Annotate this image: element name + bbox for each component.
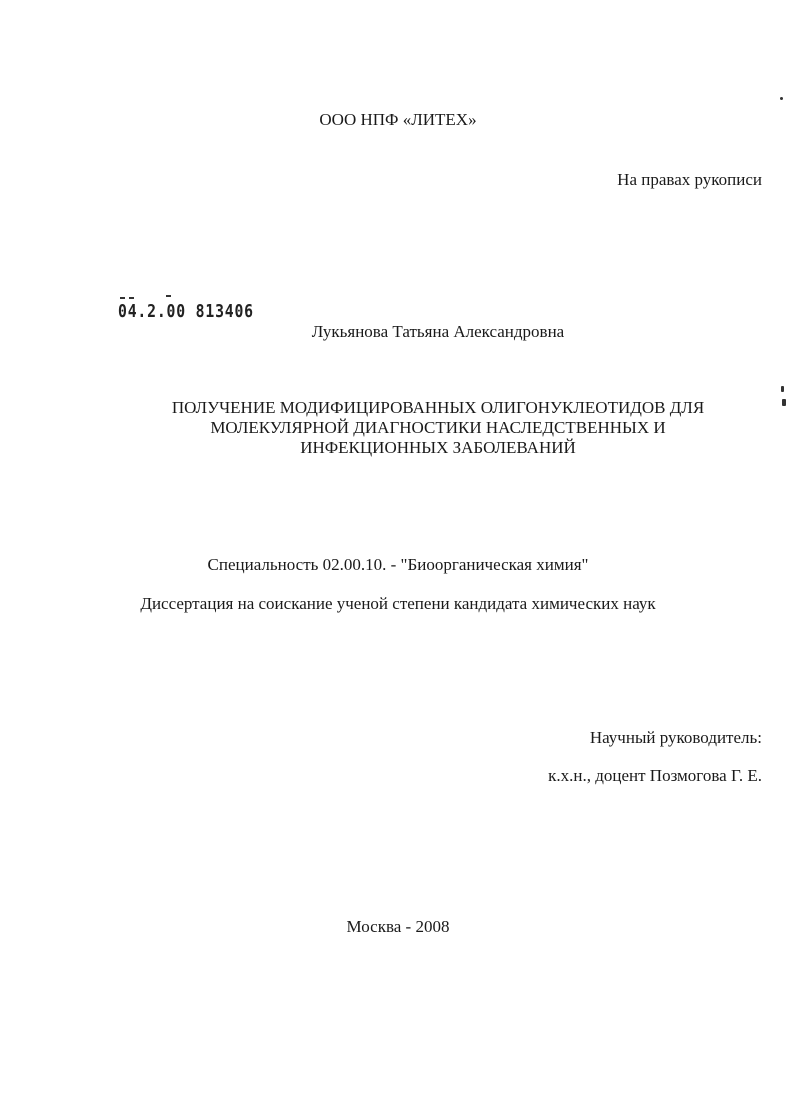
manuscript-rights-note: На правах рукописи [617,170,762,189]
city-year: Москва - 2008 [346,917,450,936]
title-line: МОЛЕКУЛЯРНОЙ ДИАГНОСТИКИ НАСЛЕДСТВЕННЫХ И [210,418,666,437]
title-line: ПОЛУЧЕНИЕ МОДИФИЦИРОВАННЫХ ОЛИГОНУКЛЕОТИДОВ ДЛЯ [171,398,705,417]
library-stamp-number: 04.2.00 813406 [118,301,254,322]
organization-name: ООО НПФ «ЛИТЕХ» [319,110,477,129]
advisor-label: Научный руководитель: [589,728,762,747]
advisor-name: к.х.н., доцент Позмогова Г. Е. [548,766,762,785]
scan-speck [782,399,786,406]
scan-speck [781,386,784,392]
author-name: Лукьянова Татьяна Александровна [311,322,565,341]
specialty-line: Специальность 02.00.10. - "Биоорганическая химия" [207,555,589,574]
dissertation-title [0,398,796,458]
thesis-degree-line: Диссертация на соискание ученой степени кандидата химических наук [140,594,656,613]
title-line: ИНФЕКЦИОННЫХ ЗАБОЛЕВАНИЙ [300,438,576,457]
stamp-tick-marks [120,294,180,300]
scan-speck [780,97,783,100]
